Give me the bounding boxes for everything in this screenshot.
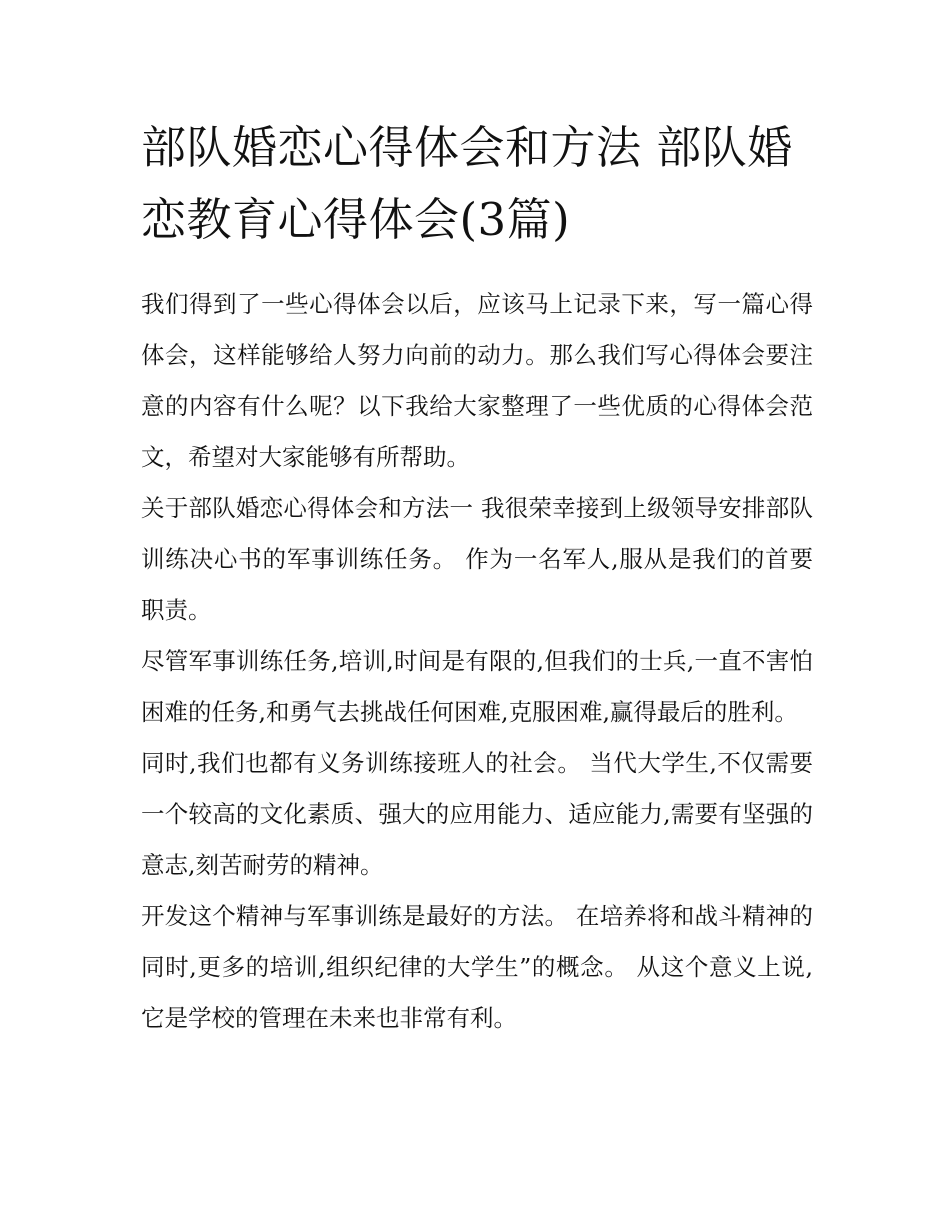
document-content <box>141 112 813 1044</box>
document-body <box>141 279 813 1044</box>
paragraph-section-one: 关于部队婚恋心得体会和方法一 我很荣幸接到上级领导安排部队训练决心书的军事训练任务。 作为一名军人,服从是我们的首要职责。 <box>141 494 813 624</box>
paragraph-spirit: 开发这个精神与军事训练是最好的方法。 在培养将和战斗精神的同时,更多的培训,组织纪律的大学生”的概念。 从这个意义上说,它是学校的管理在未来也非常有利。 <box>141 902 813 1032</box>
paragraph-successors: 同时,我们也都有义务训练接班人的社会。 当代大学生,不仅需要一个较高的文化素质、强大的应用能力、适应能力,需要有坚强的意志,刻苦耐劳的精神。 <box>141 749 813 879</box>
paragraph-training-tasks: 尽管军事训练任务,培训,时间是有限的,但我们的士兵,一直不害怕困难的任务,和勇气去挑战任何困难,克服困难,赢得最后的胜利。 <box>141 647 813 726</box>
document-title: 部队婚恋心得体会和方法 部队婚恋教育心得体会(3篇) <box>141 121 793 246</box>
paragraph-intro: 我们得到了一些心得体会以后，应该马上记录下来，写一篇心得体会，这样能够给人努力向前的动力。那么我们写心得体会要注意的内容有什么呢？以下我给大家整理了一些优质的心得体会范文，希望对大家能够有所帮助。 <box>141 290 813 471</box>
